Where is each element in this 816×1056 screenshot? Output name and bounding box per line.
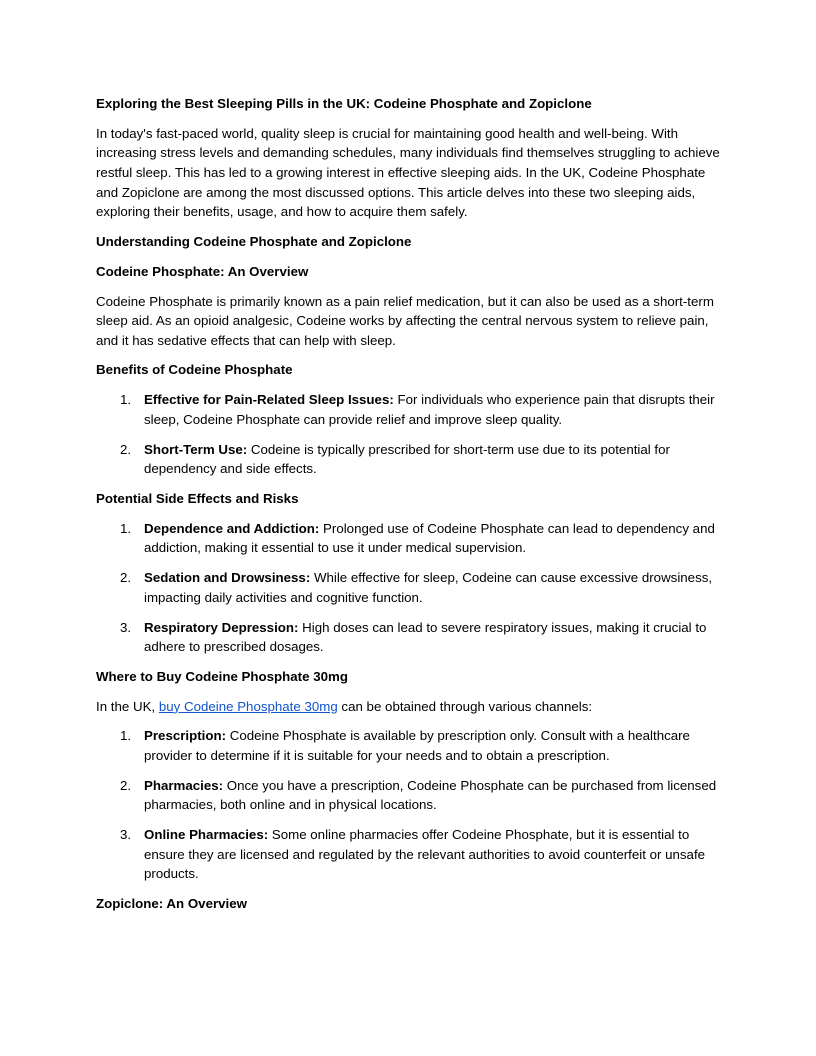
list-number: 2.	[120, 777, 132, 793]
list-item	[96, 618, 730, 657]
where-to-buy-intro-after: can be obtained through various channels:	[337, 698, 593, 714]
codeine-overview-heading: Codeine Phosphate: An Overview	[96, 263, 309, 279]
list-item-label: Pharmacies:	[144, 777, 224, 793]
list-item	[96, 519, 730, 558]
where-to-buy-heading: Where to Buy Codeine Phosphate 30mg	[96, 668, 348, 684]
intro-paragraph: In today's fast-paced world, quality sleep is crucial for maintaining good health and well-being. With increasing stress levels and demanding schedules, many individuals find themselves struggling to achieve restful sleep. This has led to a growing interest in effective sleeping aids. In the UK, Codeine Phosphate and Zopiclone are among the most discussed options. This article delves into these two sleeping aids, exploring their benefits, usage, and how to acquire them safely.	[96, 125, 720, 220]
list-item-text: For individuals who experience pain that disrupts their sleep, Codeine Phosphate can provide relief and improve sleep quality.	[144, 392, 715, 427]
list-item	[96, 776, 730, 815]
document-page	[96, 94, 730, 924]
list-item-text: Codeine is typically prescribed for short-term use due to its potential for dependency and side effects.	[144, 441, 670, 477]
list-item-text: Prolonged use of Codeine Phosphate can lead to dependency and addiction, making it essential to use it under medical supervision.	[144, 520, 715, 556]
risks-list	[96, 519, 730, 657]
list-number: 1.	[120, 392, 132, 408]
section-heading-understanding: Understanding Codeine Phosphate and Zopiclone	[96, 233, 412, 249]
where-to-buy-intro	[96, 697, 730, 717]
zopiclone-overview-heading: Zopiclone: An Overview	[96, 896, 247, 912]
list-item-text: Once you have a prescription, Codeine Phosphate can be purchased from licensed pharmacies, both online and in physical locations.	[144, 777, 717, 813]
document-title: Exploring the Best Sleeping Pills in the UK: Codeine Phosphate and Zopiclone	[96, 96, 592, 111]
list-item-label: Online Pharmacies:	[144, 827, 269, 843]
list-item-text: High doses can lead to severe respiratory issues, making it crucial to adhere to prescribed dosages.	[144, 619, 707, 655]
benefits-list	[96, 390, 730, 479]
list-item-label: Short-Term Use:	[144, 441, 248, 457]
list-item-label: Dependence and Addiction:	[144, 520, 320, 536]
list-item-text: Codeine Phosphate is available by prescription only. Consult with a healthcare provider to determine if it is suitable for your needs and to obtain a prescription.	[144, 728, 690, 764]
list-item-label: Prescription:	[144, 728, 227, 744]
list-item	[96, 726, 730, 765]
list-item	[96, 440, 730, 479]
list-item	[96, 825, 730, 884]
list-item-label: Effective for Pain-Related Sleep Issues:	[144, 392, 394, 408]
list-number: 1.	[120, 728, 132, 744]
list-number: 3.	[120, 619, 132, 635]
list-item-label: Respiratory Depression:	[144, 619, 299, 635]
where-to-buy-intro-before: In the UK,	[96, 698, 159, 714]
codeine-overview-paragraph: Codeine Phosphate is primarily known as a pain relief medication, but it can also be used as a short-term sleep aid. As an opioid analgesic, Codeine works by affecting the central nervous system to relieve pain, and it has sedative effects that can help with sleep.	[96, 293, 714, 348]
list-number: 2.	[120, 441, 132, 457]
list-number: 3.	[120, 827, 132, 843]
list-number: 1.	[120, 520, 132, 536]
list-item	[96, 568, 730, 607]
benefits-heading: Benefits of Codeine Phosphate	[96, 362, 293, 378]
list-item-label: Sedation and Drowsiness:	[144, 570, 311, 586]
risks-heading: Potential Side Effects and Risks	[96, 491, 299, 506]
channels-list	[96, 726, 730, 884]
list-item-text: While effective for sleep, Codeine can cause excessive drowsiness, impacting daily activities and cognitive function.	[144, 570, 713, 605]
buy-codeine-link[interactable]: buy Codeine Phosphate 30mg	[158, 698, 338, 714]
list-item	[96, 390, 730, 429]
list-number: 2.	[120, 570, 132, 586]
list-item-text: Some online pharmacies offer Codeine Phosphate, but it is essential to ensure they are licensed and regulated by the relevant authorities to avoid counterfeit or unsafe products.	[144, 827, 706, 882]
